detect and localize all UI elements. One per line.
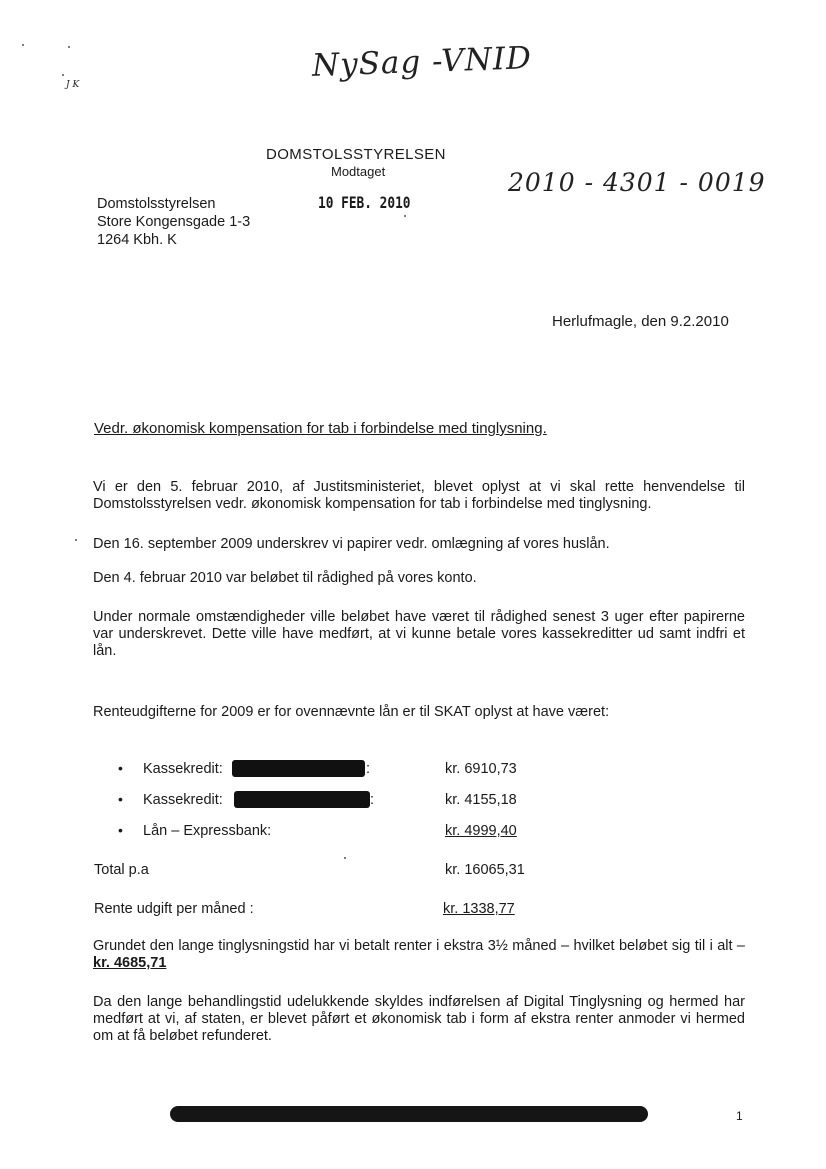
redacted-signature <box>170 1106 648 1122</box>
total-label: Total p.a <box>94 862 149 878</box>
place-date: Herlufmagle, den 9.2.2010 <box>552 313 729 330</box>
monthly-amount: kr. 1338,77 <box>443 901 515 917</box>
scan-speck <box>68 46 70 48</box>
expense-label: Kassekredit: <box>143 761 223 777</box>
paragraph-extra-interest <box>93 938 745 972</box>
stamp-org: DOMSTOLSSTYRELSEN <box>266 146 446 163</box>
recipient-street: Store Kongensgade 1-3 <box>97 214 251 230</box>
bullet-icon: • <box>118 760 123 776</box>
expense-amount: kr. 4155,18 <box>445 792 517 808</box>
case-number: 2010 - 4301 - 0019 <box>508 168 766 197</box>
margin-mark: J K <box>66 80 80 90</box>
redaction-bar <box>234 791 370 808</box>
bullet-icon: • <box>118 791 123 807</box>
bullet-icon: • <box>118 822 123 838</box>
expense-amount: kr. 4999,40 <box>445 823 517 839</box>
handwritten-note: NySag -VNID <box>311 40 533 84</box>
expense-label-suffix: : <box>370 792 375 808</box>
scan-speck <box>344 857 346 859</box>
paragraph-refund-request: Da den lange behandlingstid udelukkende skyldes indførelsen af Digital Tinglysning og hermed har medført at vi, af staten, er blevet påført et økonomisk tab i form af ekstra renter anmoder vi hermed om at få beløbet refunderet. <box>93 994 745 1044</box>
monthly-label: Rente udgift per måned : <box>94 901 254 917</box>
recipient-city: 1264 Kbh. K <box>97 232 177 248</box>
paragraph-normal-circumstances: Under normale omstændigheder ville beløbet have været til rådighed senest 3 uger efter papirerne var underskrevet. Dette ville have medført, at vi kunne betale vores kassekreditter ud samt indfri et lån. <box>93 609 745 659</box>
extra-interest-amount: kr. 4685,71 <box>93 955 167 971</box>
expense-amount: kr. 6910,73 <box>445 761 517 777</box>
expense-label: Kassekredit: <box>143 792 223 808</box>
page-number: 1 <box>736 1109 743 1123</box>
scan-speck <box>75 539 77 541</box>
redaction-bar <box>232 760 365 777</box>
scan-speck <box>404 215 406 217</box>
paragraph-signing: Den 16. september 2009 underskrev vi papirer vedr. omlægning af vores huslån. <box>93 536 610 552</box>
paragraph-interest-intro: Renteudgifterne for 2009 er for ovennævnte lån er til SKAT oplyst at have været: <box>93 704 610 720</box>
recipient-name: Domstolsstyrelsen <box>97 196 216 212</box>
paragraph-intro: Vi er den 5. februar 2010, af Justitsministeriet, blevet oplyst at vi skal rette henvendelse til Domstolsstyrelsen vedr. økonomisk kompensation for tab i forbindelse med tinglysning. <box>93 479 745 512</box>
extra-interest-text: Grundet den lange tinglysningstid har vi betalt renter i ekstra 3½ måned – hvilket beløbet sig til i alt – <box>93 938 745 954</box>
expense-label-suffix: : <box>366 761 371 777</box>
paragraph-available: Den 4. februar 2010 var beløbet til rådighed på vores konto. <box>93 570 477 586</box>
scan-speck <box>62 74 64 76</box>
stamp-received-label: Modtaget <box>331 164 386 179</box>
scan-speck <box>22 44 24 46</box>
subject-line: Vedr. økonomisk kompensation for tab i forbindelse med tinglysning. <box>94 420 547 437</box>
expense-label: Lån – Expressbank: <box>143 823 272 839</box>
total-amount: kr. 16065,31 <box>445 862 525 878</box>
stamp-date: 10 FEB. 2010 <box>318 193 411 212</box>
